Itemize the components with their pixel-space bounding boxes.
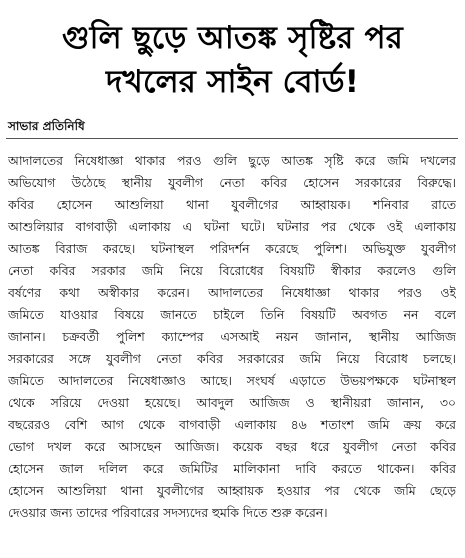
- article-line: আশুলিয়ার বাগবাড়ী এলাকায় এ ঘটনা ঘটে। ঘটনার পর থেকে ওই এলাকায়: [8, 219, 456, 234]
- byline-divider: [6, 138, 458, 139]
- top-cut-strip: [0, 0, 465, 6]
- byline: সাভার প্রতিনিধি: [8, 119, 85, 133]
- article-line: জানান। চক্রবর্তী পুলিশ ক্যাম্পের এসআই নয়ন জানান, স্থানীয় আজিজ: [8, 329, 456, 344]
- article-line: কবির হোসেন আশুলিয়া থানা যুবলীগের আহ্বায়ক। শনিবার রাতে: [8, 197, 456, 212]
- article-body: [8, 150, 456, 524]
- headline-line-1: গুলি ছুড়ে আতঙ্ক সৃষ্টির পর: [61, 20, 404, 56]
- article-line: আতঙ্ক বিরাজ করছে। ঘটনাস্থল পরিদর্শন করেছে পুলিশ। অভিযুক্ত যুবলীগ: [8, 241, 456, 256]
- article-line: অভিযোগ উঠেছে স্থানীয় যুবলীগ নেতা কবির হোসেন সরকারের বিরুদ্ধে।: [8, 175, 456, 190]
- article-line: আদালতের নিষেধাজ্ঞা থাকার পরও গুলি ছুড়ে আতঙ্ক সৃষ্টি করে জমি দখলের: [8, 153, 456, 168]
- article-line: জমিতে যাওয়ার বিষয়ে জানতে চাইলে তিনি বিষয়টি অবগত নন বলে: [8, 307, 456, 322]
- article-line: হোসেন জাল দলিল করে জমিটির মালিকানা দাবি করতে থাকেন। কবির: [8, 461, 456, 476]
- article-line: ভোগ দখল করে আসছেন আজিজ। কয়েক বছর ধরে যুবলীগ নেতা কবির: [8, 439, 456, 454]
- headline-line-2: দখলের সাইন বোর্ড!: [105, 64, 360, 100]
- article-line: সরকারের সঙ্গে যুবলীগ নেতা কবির সরকারের জমি নিয়ে বিরোধ চলছে।: [8, 351, 456, 366]
- article-line: বছরেরও বেশি আগ থেকে বাগবাড়ী এলাকায় ৪৬ শতাংশ জমি ক্রয় করে: [8, 417, 456, 432]
- article-line: থেকে সরিয়ে দেওয়া হয়েছে। আবদুল আজিজ ও স্থানীয়রা জানান, ৩০: [8, 395, 456, 410]
- article-line: দেওয়ার জন্য তাদের পরিবারের সদস্যদের হুমকি দিতে শুরু করেন।: [8, 505, 328, 520]
- article-line: নেতা কবির সরকার জমি নিয়ে বিরোধের বিষয়টি স্বীকার করলেও গুলি: [8, 263, 456, 278]
- article-line: জমিতে আদালতের নিষেধাজ্ঞাও আছে। সংঘর্ষ এড়াতে উভয়পক্ষকে ঘটনাস্থল: [8, 373, 456, 388]
- article-line: হোসেন আশুলিয়া থানা যুবলীগের আহ্বায়ক হওয়ার পর থেকে জমি ছেড়ে: [8, 483, 456, 498]
- article-line: বর্ষণের কথা অস্বীকার করেন। আদালতের নিষেধাজ্ঞা থাকার পরও ওই: [8, 285, 456, 300]
- headline: [8, 16, 457, 104]
